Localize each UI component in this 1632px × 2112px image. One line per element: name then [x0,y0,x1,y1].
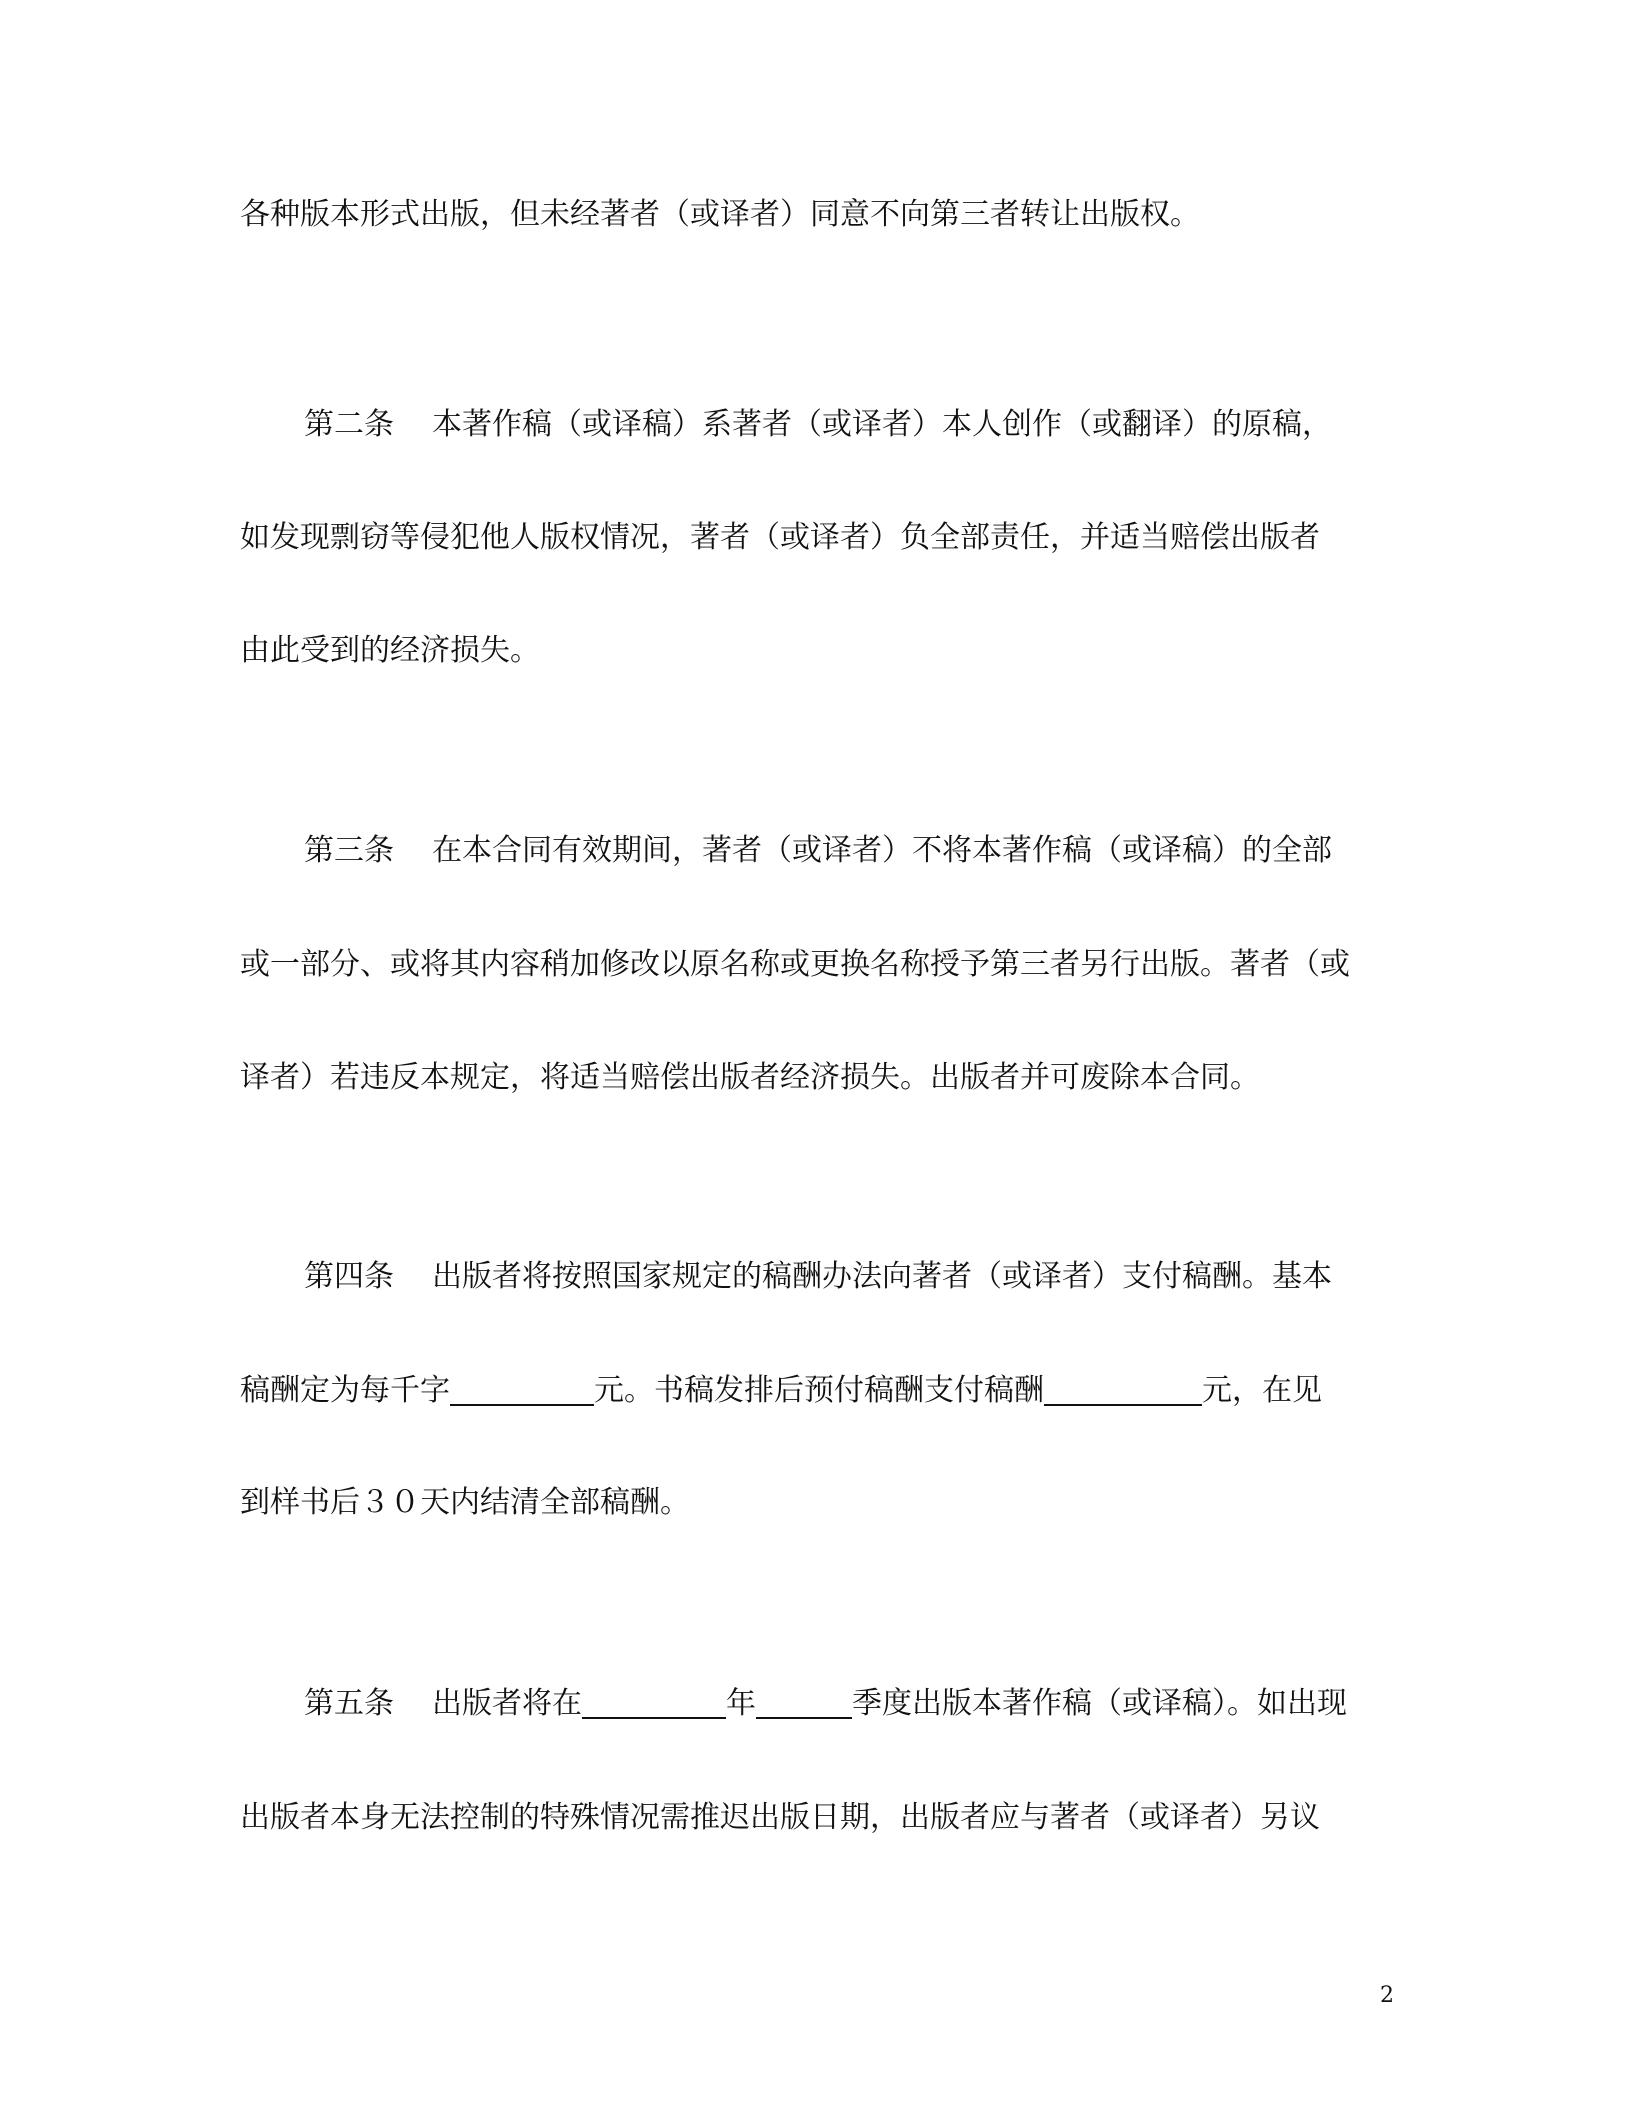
article-3-line-2: 或一部分、或将其内容稍加修改以原名称或更换名称授予第三者另行出版。著者（或 [240,947,1350,982]
intro-line-1: 各种版本形式出版，但未经著者（或译者）同意不向第三者转让出版权。 [240,197,1200,232]
article-3-text-1: 在本合同有效期间，著者（或译者）不将本著作稿（或译稿）的全部 [432,833,1332,868]
article-4-number: 第四条 [304,1259,394,1294]
advance-payment-blank[interactable] [1044,1368,1202,1406]
article-4-text-2b: 元。书稿发排后预付稿酬支付稿酬 [594,1373,1044,1408]
article-4-line-2 [240,1366,1395,1416]
article-5-text-1c: 季度出版本著作稿（或译稿）。如出现 [852,1686,1347,1721]
article-4-text-2a: 稿酬定为每千字 [240,1373,450,1408]
article-5-line-2: 出版者本身无法控制的特殊情况需推迟出版日期，出版者应与著者（或译者）另议 [240,1800,1320,1835]
article-3-line-3: 译者）若违反本规定，将适当赔偿出版者经济损失。出版者并可废除本合同。 [240,1060,1260,1095]
article-2-line-2: 如发现剽窃等侵犯他人版权情况，著者（或译者）负全部责任，并适当赔偿出版者 [240,520,1320,555]
publish-year-blank[interactable] [582,1681,726,1719]
article-2-line-1 [304,400,1395,450]
article-5-line-1 [304,1679,1395,1729]
article-4-line-1 [304,1252,1395,1302]
article-3-line-1 [304,826,1395,876]
article-3-number: 第三条 [304,833,394,868]
publish-quarter-blank[interactable] [756,1681,852,1719]
article-5-text-1a: 出版者将在 [432,1686,582,1721]
per-thousand-rate-blank[interactable] [450,1368,594,1406]
article-5-number: 第五条 [304,1686,394,1721]
article-5-text-1b: 年 [726,1686,756,1721]
page-number: 2 [1380,1983,1394,2008]
article-2-line-3: 由此受到的经济损失。 [240,633,540,668]
article-4-text-1: 出版者将按照国家规定的稿酬办法向著者（或译者）支付稿酬。基本 [432,1259,1332,1294]
article-2-number: 第二条 [304,407,394,442]
article-4-text-2c: 元，在见 [1202,1373,1322,1408]
article-4-line-3: 到样书后３０天内结清全部稿酬。 [240,1485,690,1520]
article-2-text-1: 本著作稿（或译稿）系著者（或译者）本人创作（或翻译）的原稿， [432,407,1332,442]
